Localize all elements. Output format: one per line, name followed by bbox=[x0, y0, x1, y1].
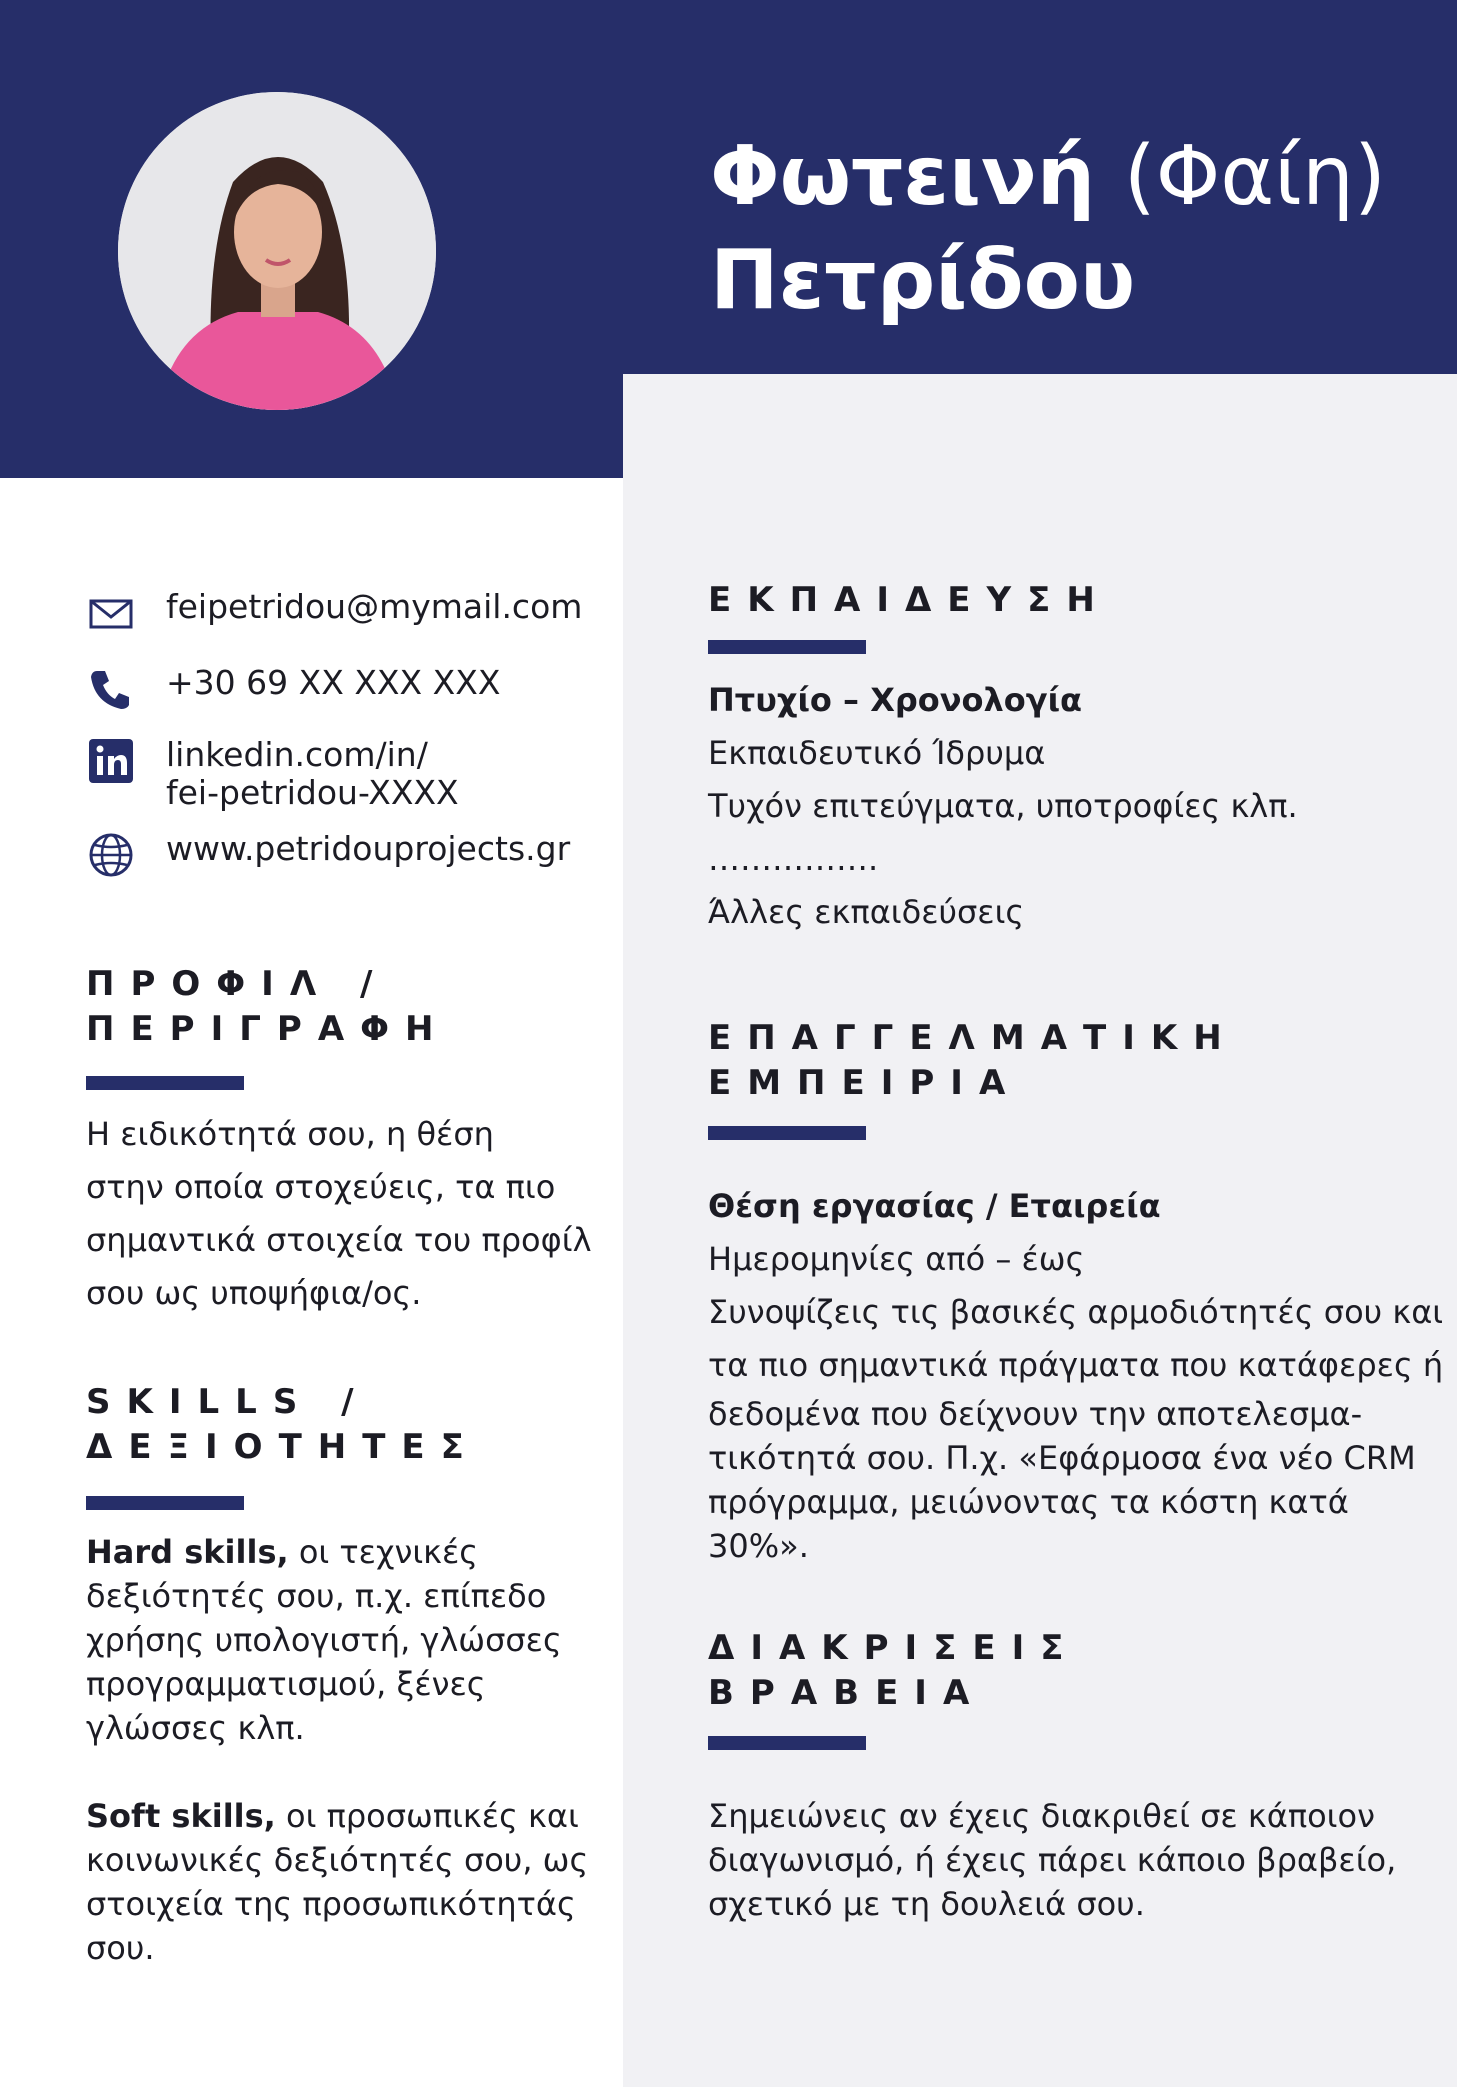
hard-skills-line: δεξιότητές σου, π.χ. επίπεδο bbox=[86, 1577, 547, 1615]
hard-skills-line: χρήσης υπολογιστή, γλώσσες bbox=[86, 1621, 562, 1659]
profile-heading-line-2: ΠΕΡΙΓΡΑΦΗ bbox=[86, 1009, 450, 1049]
experience-text bbox=[708, 1180, 1457, 1568]
education-degree: Πτυχίο – Χρονολογία bbox=[708, 681, 1083, 719]
education-line: Άλλες εκπαιδεύσεις bbox=[708, 893, 1025, 931]
experience-line: δεδομένα που δείχνουν την αποτελεσμα- bbox=[708, 1395, 1363, 1433]
education-line: ……………. bbox=[708, 840, 879, 878]
contact-email-row bbox=[86, 588, 582, 638]
linkedin-icon bbox=[86, 736, 136, 786]
profile-heading-bar bbox=[86, 1076, 244, 1090]
profile-heading bbox=[86, 962, 450, 1052]
profile-line: στην οποία στοχεύεις, τα πιο bbox=[86, 1168, 556, 1206]
experience-heading-line-2: ΕΜΠΕΙΡΙΑ bbox=[708, 1063, 1022, 1103]
envelope-icon bbox=[86, 588, 136, 638]
portrait-image bbox=[118, 92, 436, 410]
education-heading-bar bbox=[708, 640, 866, 654]
soft-skills-label: Soft skills, bbox=[86, 1797, 276, 1835]
awards-line: διαγωνισμό, ή έχεις πάρει κάποιο βραβείο, bbox=[708, 1841, 1397, 1879]
awards-heading-bar bbox=[708, 1736, 866, 1750]
awards-line: σχετικό με τη δουλειά σου. bbox=[708, 1885, 1145, 1923]
awards-heading-line-2: ΒΡΑΒΕΙΑ bbox=[708, 1673, 986, 1713]
skills-heading-bar bbox=[86, 1496, 244, 1510]
soft-skills-text bbox=[86, 1794, 588, 1970]
profile-line: Η ειδικότητά σου, η θέση bbox=[86, 1115, 494, 1153]
linkedin-line-2: fei-petridou-XXXX bbox=[166, 773, 459, 812]
profile-heading-line-1: ΠΡΟΦΙΛ / bbox=[86, 964, 389, 1004]
profile-photo bbox=[118, 92, 436, 410]
contact-website-row bbox=[86, 830, 570, 880]
skills-heading-line-2: ΔΕΞΙΟΤΗΤΕΣ bbox=[86, 1427, 480, 1467]
contact-linkedin-row bbox=[86, 736, 459, 812]
awards-heading bbox=[708, 1626, 1080, 1716]
skills-heading-line-1: SKILLS / bbox=[86, 1382, 370, 1422]
education-text bbox=[708, 674, 1298, 939]
hard-skills-text bbox=[86, 1530, 562, 1750]
email-link[interactable]: feipetridou@mymail.com bbox=[166, 587, 583, 626]
awards-line: Σημειώνεις αν έχεις διακριθεί σε κάποιον bbox=[708, 1797, 1375, 1835]
candidate-name bbox=[710, 125, 1386, 333]
experience-role: Θέση εργασίας / Εταιρεία bbox=[708, 1187, 1161, 1225]
nickname: (Φαίη) bbox=[1123, 129, 1386, 224]
experience-line: πρόγραμμα, μειώνοντας τα κόστη κατά 30%». bbox=[708, 1483, 1349, 1565]
website-link[interactable]: www.petridouprojects.gr bbox=[166, 829, 571, 868]
experience-line: Συνοψίζεις τις βασικές αρμοδιότητές σου και bbox=[708, 1293, 1444, 1331]
experience-line: τικότητά σου. Π.χ. «Εφάρμοσα ένα νέο CRM bbox=[708, 1439, 1416, 1477]
experience-heading bbox=[708, 1016, 1238, 1106]
hard-skills-label: Hard skills, bbox=[86, 1533, 289, 1571]
soft-skills-line: Soft skills, οι προσωπικές και bbox=[86, 1797, 579, 1835]
education-line: Τυχόν επιτεύγματα, υποτροφίες κλπ. bbox=[708, 787, 1298, 825]
soft-skills-line: σου. bbox=[86, 1929, 155, 1967]
soft-skills-line: στοιχεία της προσωπικότητάς bbox=[86, 1885, 576, 1923]
soft-skills-line: κοινωνικές δεξιότητές σου, ως bbox=[86, 1841, 589, 1879]
experience-line: τα πιο σημαντικά πράγματα που κατάφερες ή bbox=[708, 1346, 1444, 1384]
linkedin-link[interactable] bbox=[166, 736, 459, 812]
last-name: Πετρίδου bbox=[710, 233, 1136, 328]
linkedin-line-1: linkedin.com/in/ bbox=[166, 735, 428, 774]
skills-heading bbox=[86, 1380, 480, 1470]
awards-text bbox=[708, 1794, 1396, 1926]
profile-line: σημαντικά στοιχεία του προφίλ bbox=[86, 1221, 592, 1259]
education-line: Εκπαιδευτικό Ίδρυμα bbox=[708, 734, 1046, 772]
education-heading: ΕΚΠΑΙΔΕΥΣΗ bbox=[708, 580, 1111, 620]
first-name: Φωτεινή bbox=[710, 129, 1096, 224]
experience-heading-bar bbox=[708, 1126, 866, 1140]
contact-phone-row bbox=[86, 664, 500, 714]
phone-number[interactable]: +30 69 XX XXX XXX bbox=[166, 663, 501, 702]
hard-skills-line: Hard skills, οι τεχνικές bbox=[86, 1533, 479, 1571]
hard-skills-line: γλώσσες κλπ. bbox=[86, 1709, 305, 1747]
experience-line: Ημερομηνίες από – έως bbox=[708, 1240, 1085, 1278]
profile-text bbox=[86, 1108, 592, 1320]
awards-heading-line-1: ΔΙΑΚΡΙΣΕΙΣ bbox=[708, 1628, 1080, 1668]
hard-skills-line: προγραμματισμού, ξένες bbox=[86, 1665, 486, 1703]
experience-heading-line-1: ΕΠΑΓΓΕΛΜΑΤΙΚΗ bbox=[708, 1018, 1238, 1058]
phone-icon bbox=[86, 664, 136, 714]
globe-icon bbox=[86, 830, 136, 880]
profile-line: σου ως υποψήφια/ος. bbox=[86, 1274, 422, 1312]
